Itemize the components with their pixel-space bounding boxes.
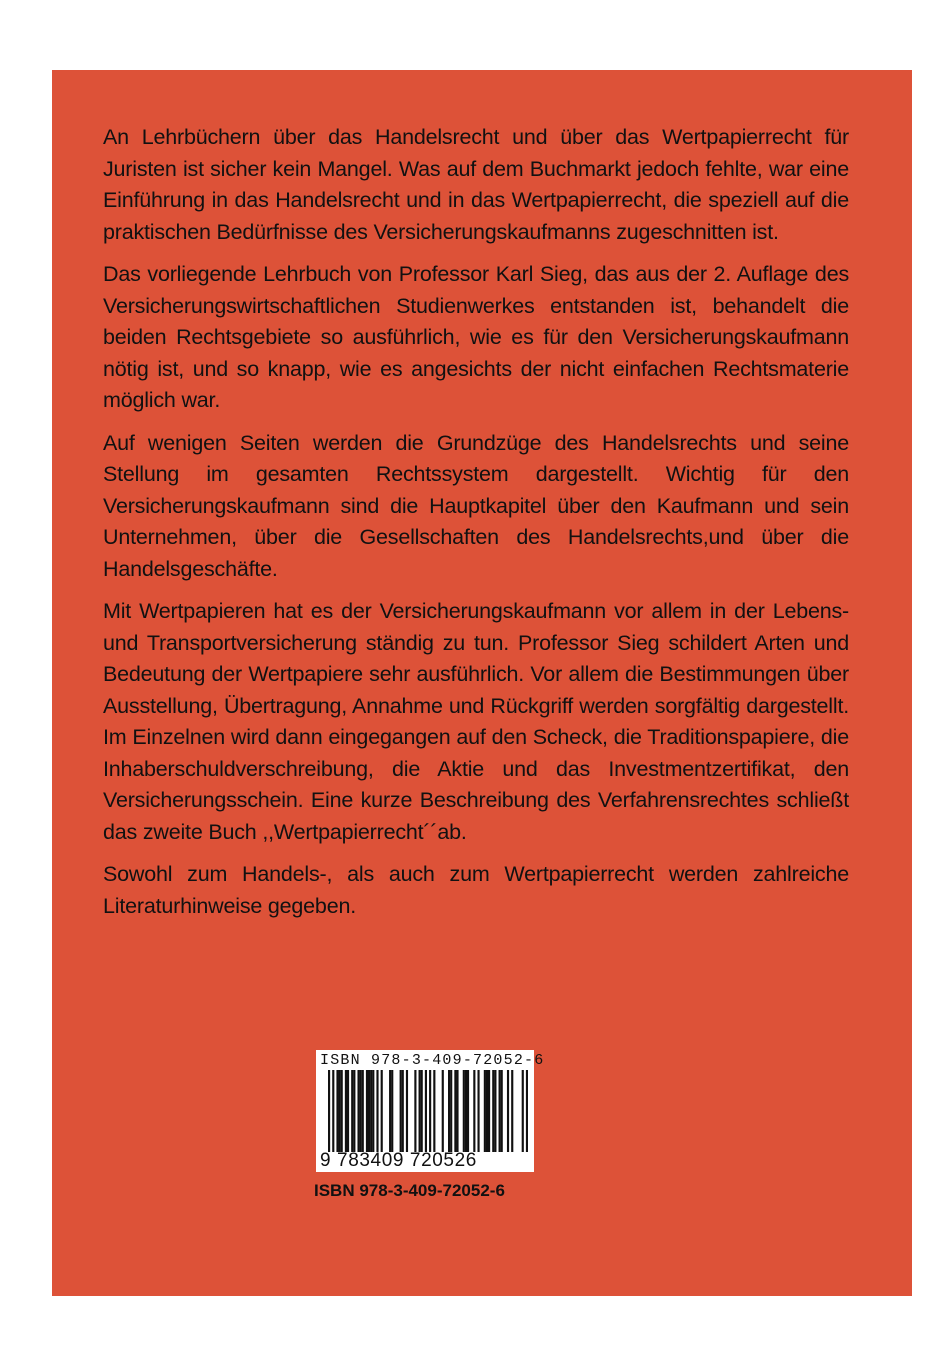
barcode-bar [339, 1070, 341, 1152]
barcode-bar [465, 1070, 467, 1152]
barcode-bar [463, 1070, 465, 1152]
barcode-bar [456, 1070, 458, 1152]
barcode-bar [372, 1070, 374, 1152]
barcode-bar [421, 1070, 423, 1152]
barcode-bar [429, 1070, 431, 1152]
barcode-bar [332, 1070, 334, 1152]
blurb-paragraph-2: Das vorliegende Lehrbuch von Professor Karl Sieg, das aus der 2. Auflage des Versicherungswirtschaftlichen Studienwerkes entstanden ist, behandelt die beiden Rechtsgebiete so ausführlich, wie es für den Versicherungskaufmann nötig ist, und so knapp, wie es angesichts der nicht einfachen Rechtsmaterie möglich war. [103, 262, 849, 412]
barcode-bar [419, 1070, 421, 1152]
barcode-bar [400, 1070, 402, 1152]
barcode-bar [433, 1070, 435, 1152]
barcode-bar [486, 1070, 488, 1152]
barcode-bar [454, 1070, 456, 1152]
barcode-bar [499, 1070, 501, 1152]
barcode-bar [507, 1070, 509, 1152]
barcode-bar [376, 1070, 378, 1152]
barcode-bar [425, 1070, 427, 1152]
barcode-bar [357, 1070, 359, 1152]
barcode-bar [448, 1070, 450, 1152]
barcode-bar [488, 1070, 490, 1152]
blurb-paragraph-3: Auf wenigen Seiten werden die Grundzüge des Handelsrechts und seine Stellung im gesamten Rechtssystem dargestellt. Wichtig für den Versicherungskaufmann sind die Hauptkapitel über den Kaufmann und sein Unternehmen, über die Gesellschaften des Handelsrechts,und über die Handelsgeschäfte. [103, 430, 849, 581]
barcode-bar [442, 1070, 444, 1152]
barcode-bars [328, 1070, 528, 1152]
barcode-bar [501, 1070, 503, 1152]
barcode-bar [370, 1070, 372, 1152]
blurb-text [103, 122, 849, 933]
barcode-bar [511, 1070, 513, 1152]
barcode-bar [360, 1070, 362, 1152]
barcode-bar [477, 1070, 479, 1152]
barcode-bar [414, 1070, 416, 1152]
blurb-paragraph-1: An Lehrbüchern über das Handelsrecht und über das Wertpapierrecht für Juristen ist sicher kein Mangel. Was auf dem Buchmarkt jedoch fehlte, war eine Einführung in das Handelsrecht und in das Wertpapierrecht, die speziell auf die praktischen Bedürfnisse des Versicherungskaufmanns zugeschnitten ist. [103, 125, 849, 244]
barcode-bar [389, 1070, 391, 1152]
barcode-bar [526, 1070, 528, 1152]
barcode-bar [492, 1070, 494, 1152]
blurb-paragraph-4: Mit Wertpapieren hat es der Versicherungskaufmann vor allem in der Lebens- und Transportversicherung ständig zu tun. Professor Sieg schildert Arten und Bedeutung der Wertpapiere sehr ausführlich. Vor allem die Bestimmungen über Ausstellung, Übertragung, Annahme und Rückgriff werden sorgfältig dargestellt. Im Einzelnen wird dann eingegangen auf den Scheck, die Traditionspapiere, die Inhaberschuldverschreibung, die Aktie und das Investmentzertifikat, den Versicherungsschein. Eine kurze Beschreibung des Verfahrensrechtes schließt das zweite Buch ,,Wertpapierrecht´´ab. [103, 599, 849, 844]
barcode-bar [328, 1070, 330, 1152]
barcode-bar [345, 1070, 347, 1152]
barcode-bar [353, 1070, 355, 1152]
barcode-bar [391, 1070, 393, 1152]
blurb-paragraph-5: Sowohl zum Handels-, als auch zum Wertpapierrecht werden zahlreiche Literaturhinweise gegeben. [103, 862, 849, 918]
barcode-bar [402, 1070, 404, 1152]
barcode-bar [494, 1070, 496, 1152]
isbn-label: ISBN 978-3-409-72052-6 [314, 1181, 505, 1200]
barcode-bar [366, 1070, 368, 1152]
barcode-isbn-label: ISBN 978-3-409-72052-6 [320, 1052, 545, 1069]
barcode-bar [406, 1070, 408, 1152]
barcode-panel [316, 1050, 545, 1172]
barcode-digits: 9 783409 720526 [320, 1150, 477, 1171]
barcode-bar [336, 1070, 338, 1152]
barcode-bar [450, 1070, 452, 1152]
barcode-bar [351, 1070, 353, 1152]
barcode-bar [381, 1070, 383, 1152]
barcode-bar [368, 1070, 370, 1152]
barcode-bar [473, 1070, 475, 1152]
barcode-bar [362, 1070, 364, 1152]
barcode-bar [484, 1070, 486, 1152]
barcode-bar [467, 1070, 469, 1152]
barcode-bar [347, 1070, 349, 1152]
barcode-bar [522, 1070, 524, 1152]
barcode-bar [341, 1070, 343, 1152]
